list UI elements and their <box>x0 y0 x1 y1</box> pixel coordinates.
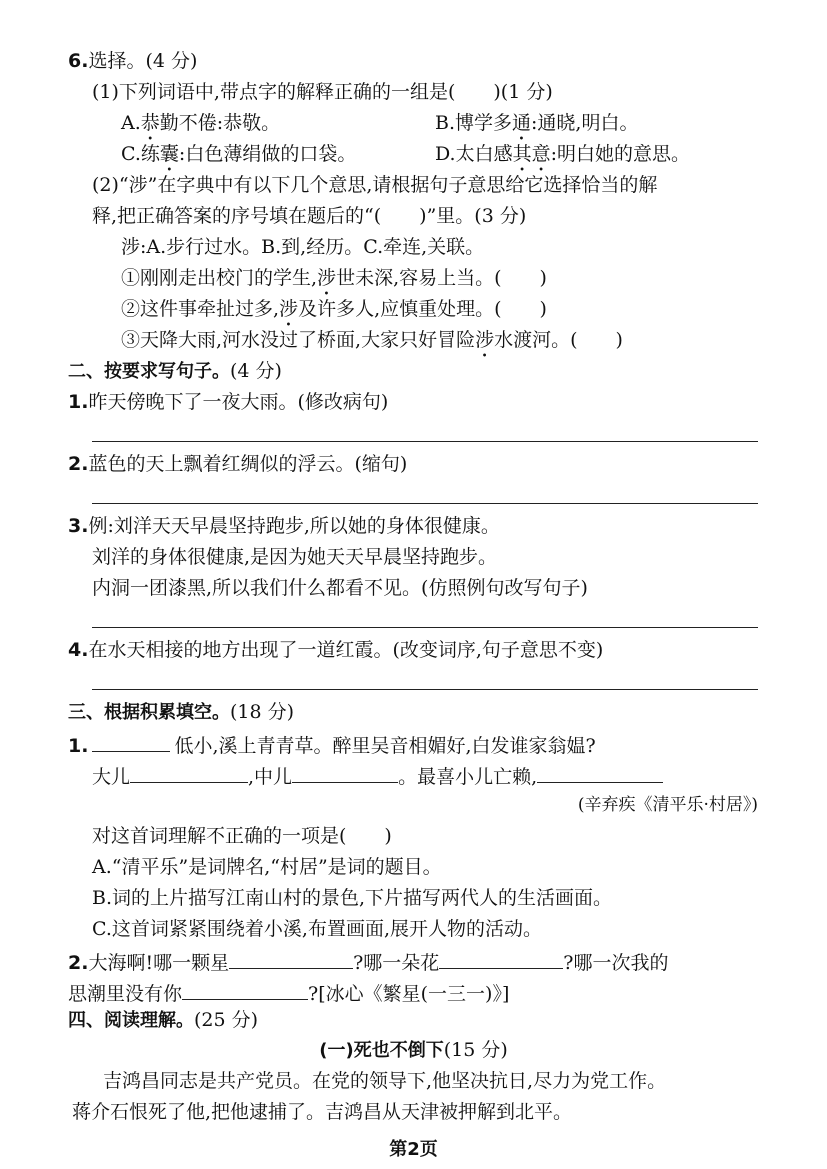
section-4-title: 四、阅读理解。 <box>68 1010 194 1031</box>
poem-source: (辛弃疾《清平乐·村居》) <box>577 795 758 815</box>
q-number: 2. <box>68 453 89 475</box>
section-4-heading <box>68 1008 258 1033</box>
item-2-post: 及许多人,应慎重处理。( ) <box>298 298 547 320</box>
option-d-text: :明白她的意思。 <box>550 143 691 165</box>
q6-number: 6. <box>68 50 89 72</box>
sec2-q3-task: 内洞一团漆黑,所以我们什么都看不见。(仿照例句改写句子) <box>92 577 588 599</box>
reading-1-title: (一)死也不倒下 <box>319 1040 444 1061</box>
sec2-q3-example-rewrite: 刘洋的身体很健康,是因为她天天早晨坚持跑步。 <box>92 546 498 568</box>
sec3-q2-line1 <box>68 948 668 975</box>
option-a-text: 勤不倦:恭敬。 <box>159 112 281 134</box>
q6-2-stem-line1: (2)“涉”在字典中有以下几个意思,请根据句子意思给它选择恰当的解 <box>92 174 658 196</box>
item-2-pre: ②这件事牵扯过多, <box>121 298 280 320</box>
sec2-q2 <box>68 452 407 476</box>
fill-blank[interactable] <box>182 979 308 1000</box>
poem-text: 。最喜小儿亡赖, <box>398 766 538 788</box>
reading-paragraph-line2: 蒋介石恨死了他,把他逮捕了。吉鸿昌从天津被押解到北平。 <box>72 1101 573 1123</box>
section-2-score: (4 分) <box>230 360 282 382</box>
q6-2-item-3 <box>121 328 623 362</box>
fill-blank[interactable] <box>130 762 248 783</box>
sec3-q2-line2 <box>68 979 509 1006</box>
answer-line[interactable] <box>92 441 758 442</box>
q6-2-stem-line2: 释,把正确答案的序号填在题后的“( )”里。(3 分) <box>92 205 527 227</box>
q6-heading <box>68 49 197 73</box>
q6-2-definitions: 涉:A.步行过水。B.到,经历。C.牵连,关联。 <box>121 236 485 258</box>
option-a-dotted: 恭 <box>140 112 160 134</box>
option-c-prefix: C.练 <box>121 143 160 165</box>
option-b-dotted: 通 <box>512 112 532 134</box>
q-number: 1. <box>68 391 89 413</box>
section-3-heading <box>68 700 294 725</box>
item-2-dotted: 涉 <box>279 298 299 320</box>
option-c-text: :白色薄绢做的口袋。 <box>178 143 357 165</box>
section-2-title: 二、按要求写句子。 <box>68 361 230 382</box>
question-text: 例:刘洋天天早晨坚持跑步,所以她的身体很健康。 <box>88 515 500 537</box>
q6-1-option-c <box>121 142 356 176</box>
q6-1-option-b <box>435 111 638 145</box>
sec3-q1-line1 <box>68 731 596 758</box>
poem-text: ?哪一朵花 <box>353 952 440 974</box>
sec2-q1 <box>68 390 388 414</box>
item-3-dotted: 涉 <box>475 329 495 351</box>
poem-text: ?[冰心《繁星(一三一)》] <box>308 983 510 1005</box>
fill-blank[interactable] <box>229 948 353 969</box>
poem-text: 大儿 <box>92 766 131 788</box>
q6-1-stem: (1)下列词语中,带点字的解释正确的一组是( )(1 分) <box>92 81 553 103</box>
sec2-q3-example <box>68 514 500 538</box>
item-1-post: 世未深,容易上当。( ) <box>336 267 547 289</box>
option-b-text: :通晓,明白。 <box>531 112 639 134</box>
section-2-heading <box>68 359 282 384</box>
reading-paragraph-line1: 吉鸿昌同志是共产党员。在党的领导下,他坚决抗日,尽力为党工作。 <box>103 1070 667 1092</box>
reading-1-heading <box>0 1038 827 1063</box>
option-b-prefix: B.博学多 <box>435 112 513 134</box>
q6-1-option-a <box>121 111 280 145</box>
poem-text: 大海啊!哪一颗星 <box>88 952 230 974</box>
item-3-pre: ③天降大雨,河水没过了桥面,大家只好冒险 <box>121 329 476 351</box>
item-1-dotted: 涉 <box>317 267 337 289</box>
page-number: 第2页 <box>389 1139 438 1160</box>
sec3-option-a: A.“清平乐”是词牌名,“村居”是词的题目。 <box>92 856 442 878</box>
section-3-title: 三、根据积累填空。 <box>68 702 230 723</box>
question-text: 昨天傍晚下了一夜大雨。(修改病句) <box>88 391 389 413</box>
fill-blank[interactable] <box>537 762 663 783</box>
q-number: 3. <box>68 515 89 537</box>
fill-blank[interactable] <box>92 731 170 752</box>
q-number: 2. <box>68 952 89 974</box>
question-text: 在水天相接的地方出现了一道红霞。(改变词序,句子意思不变) <box>88 639 604 661</box>
answer-line[interactable] <box>92 689 758 690</box>
q6-2-item-1 <box>121 266 547 300</box>
option-d-prefix: D.太白感 <box>435 143 513 165</box>
section-3-score: (18 分) <box>230 701 295 723</box>
sec3-q1-choose: 对这首词理解不正确的一项是( ) <box>92 825 392 847</box>
fill-blank[interactable] <box>292 762 398 783</box>
option-d-dotted: 其意 <box>512 143 551 165</box>
sec2-q4 <box>68 638 603 662</box>
question-text: 蓝色的天上飘着红绸似的浮云。(缩句) <box>88 453 408 475</box>
sec3-q1-line2 <box>92 762 663 789</box>
sec3-option-b: B.词的上片描写江南山村的景色,下片描写两代人的生活画面。 <box>92 887 613 909</box>
option-c-dotted: 囊 <box>159 143 179 165</box>
poem-text: ?哪一次我的 <box>563 952 669 974</box>
sec3-option-c: C.这首词紧紧围绕着小溪,布置画面,展开人物的活动。 <box>92 918 542 940</box>
q-number: 4. <box>68 639 89 661</box>
q6-title: 选择。(4 分) <box>88 50 198 72</box>
answer-line[interactable] <box>92 627 758 628</box>
section-4-score: (25 分) <box>194 1009 259 1031</box>
item-3-post: 水渡河。( ) <box>494 329 623 351</box>
item-1-pre: ①刚刚走出校门的学生, <box>121 267 318 289</box>
q-number: 1. <box>68 735 89 757</box>
poem-text: ,中儿 <box>248 766 293 788</box>
poem-text: 低小,溪上青青草。醉里吴音相媚好,白发谁家翁媪? <box>174 735 596 757</box>
answer-line[interactable] <box>92 503 758 504</box>
q6-1-option-d <box>435 142 690 176</box>
q6-2-item-2 <box>121 297 547 331</box>
reading-1-score: (15 分) <box>443 1039 508 1061</box>
fill-blank[interactable] <box>439 948 563 969</box>
poem-text: 思潮里没有你 <box>68 983 183 1005</box>
option-a-prefix: A. <box>121 112 141 134</box>
